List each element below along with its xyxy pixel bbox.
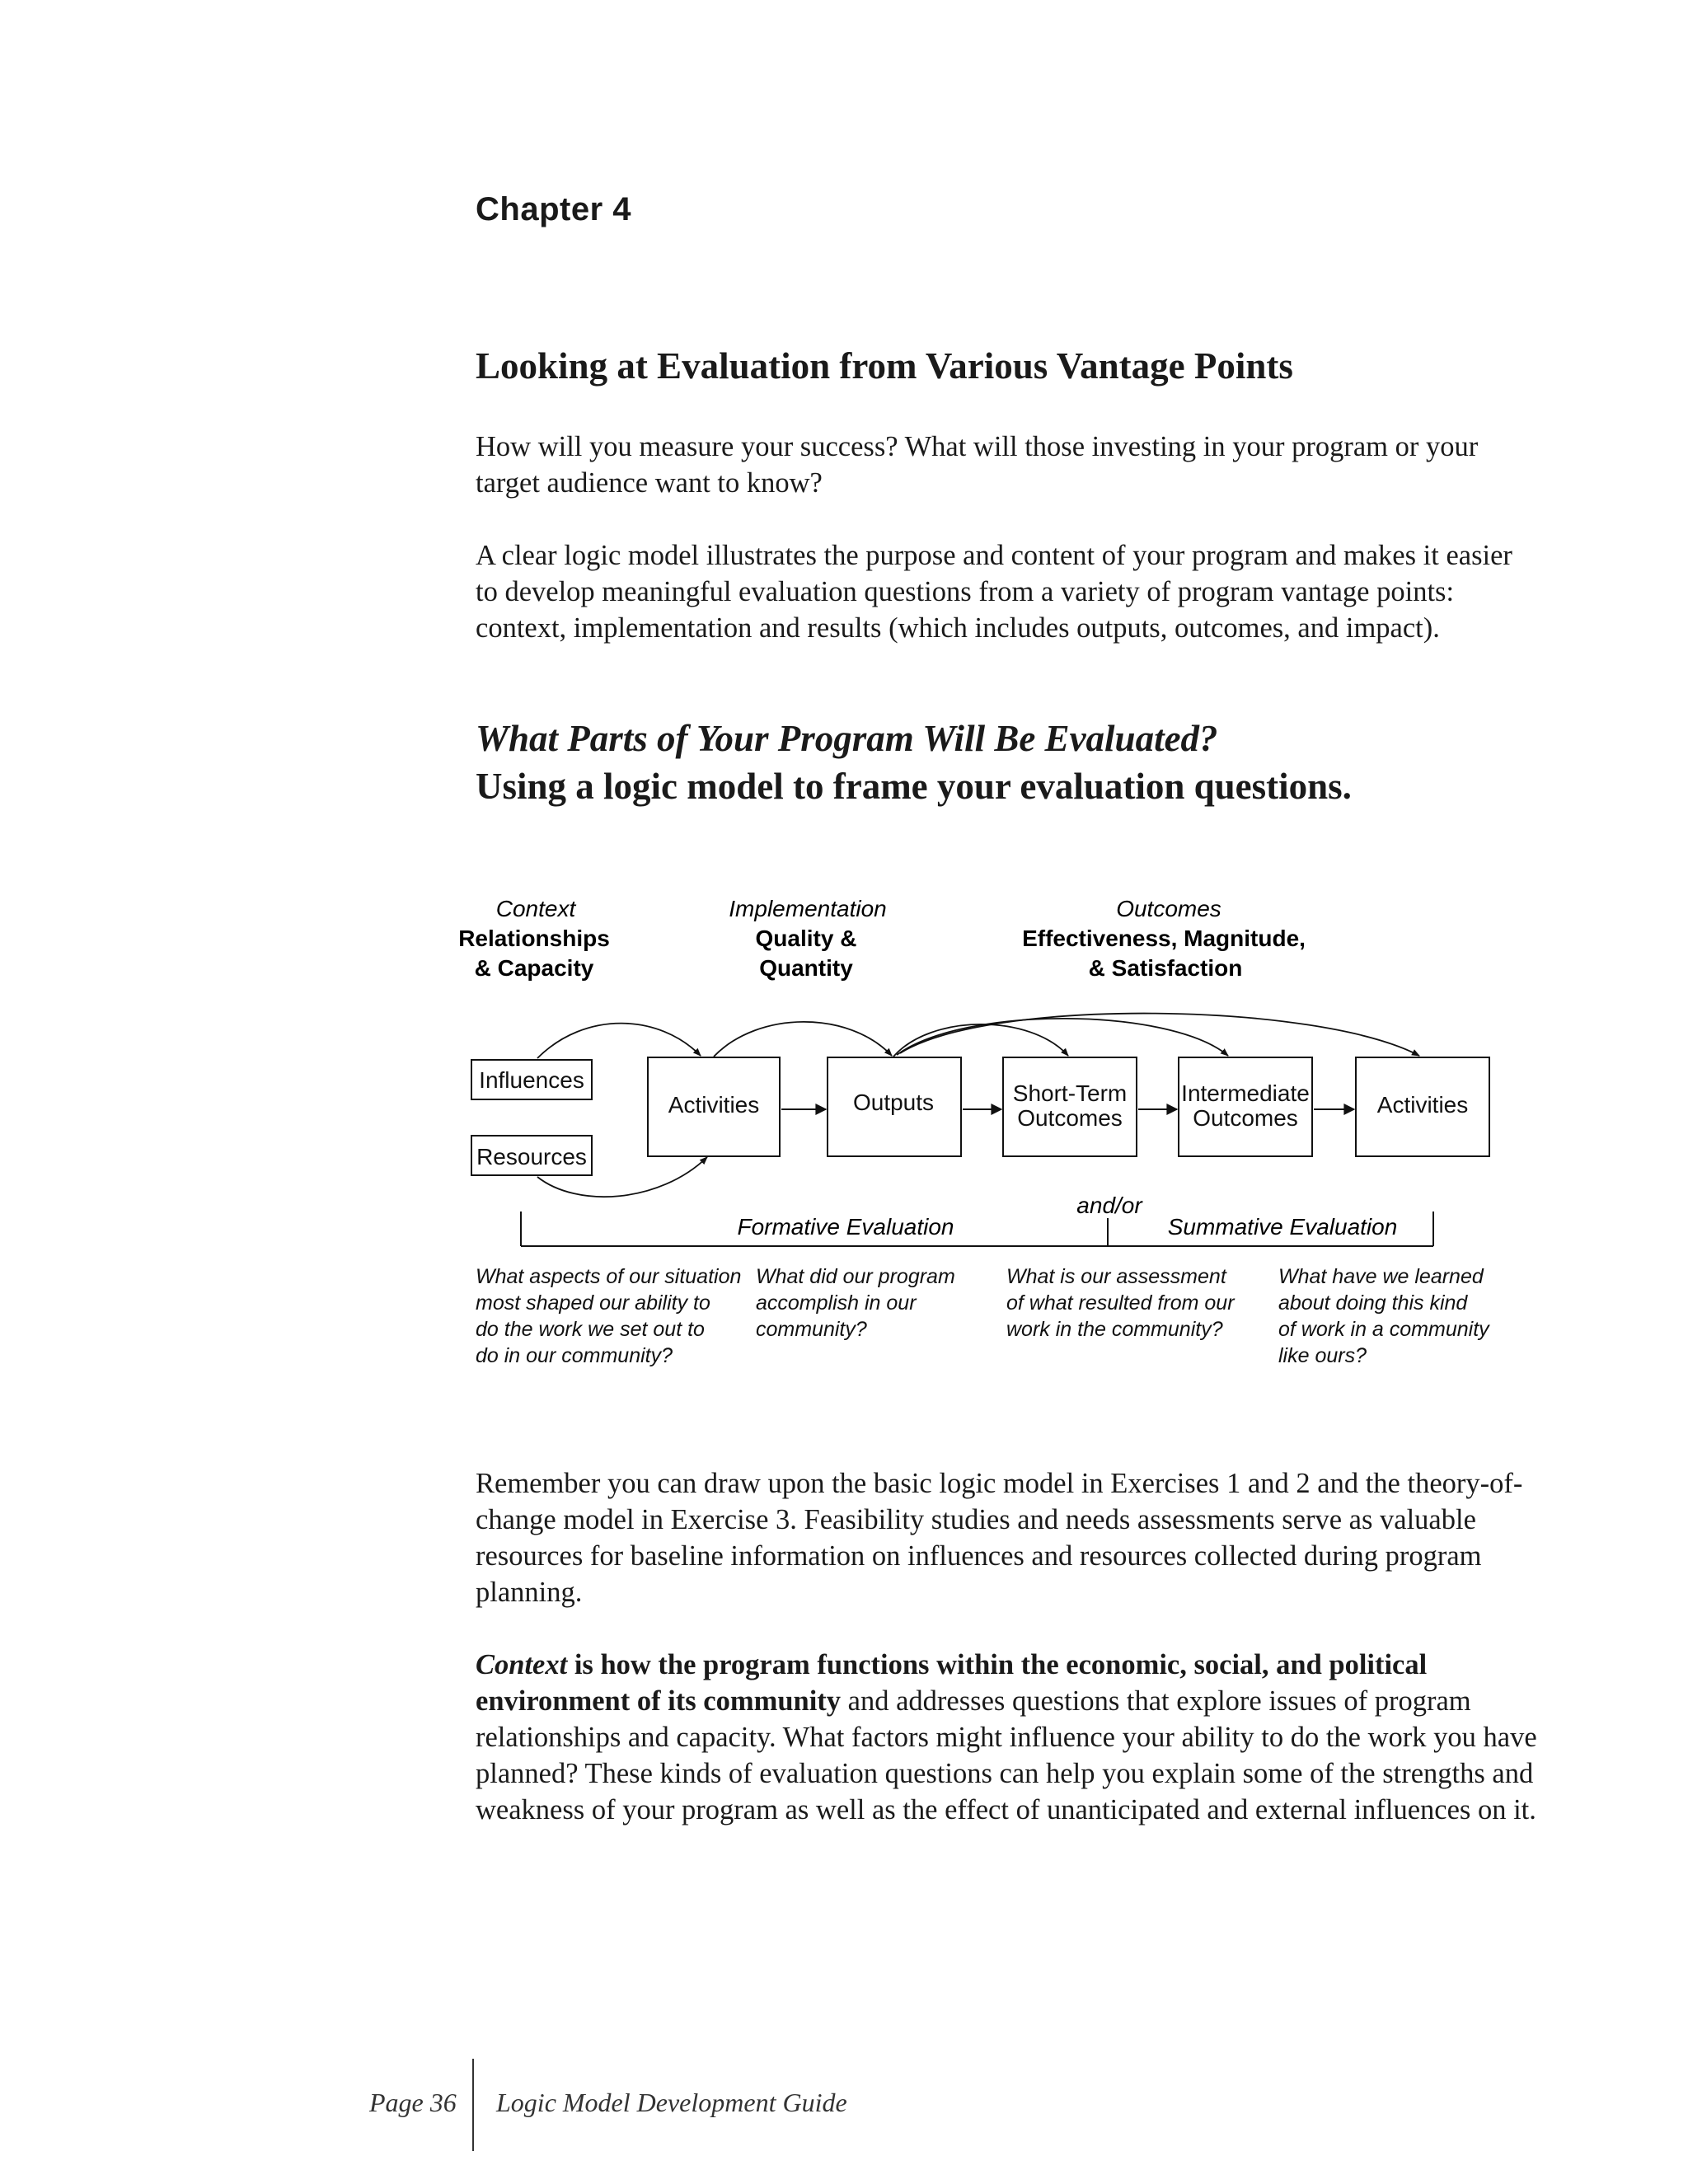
figure-title-italic: What Parts of Your Program Will Be Evaluated? (476, 718, 1218, 759)
figure-title-bold: Using a logic model to frame your evaluation questions. (476, 766, 1352, 807)
curve-activities-outputs (714, 1022, 892, 1057)
and-or-label: and/or (1076, 1193, 1142, 1218)
header-context-line1: Relationships (458, 926, 610, 951)
header-context-italic: Context (495, 896, 576, 921)
svg-text:most shaped our ability to: most shaped our ability to (476, 1291, 710, 1315)
body-paragraph-3: Remember you can draw upon the basic logic model in Exercises 1 and 2 and the theory-of-change model in Exercise 3. Feasibility studies and needs assessments serve as valuable resources for baseline information on influences and resources collected during program planning. (476, 1468, 1523, 1608)
svg-text:about doing this kind: about doing this kind (1278, 1291, 1468, 1315)
label-short-term-line2: Outcomes (1017, 1105, 1123, 1131)
chapter-label: Chapter 4 (476, 191, 631, 227)
label-impact: Activities (1376, 1092, 1469, 1118)
header-outcomes (1022, 896, 1306, 981)
label-short-term-line1: Short-Term (1012, 1080, 1128, 1106)
header-context (458, 896, 610, 981)
label-resources: Resources (476, 1144, 587, 1169)
question-learning (1278, 1265, 1490, 1367)
svg-text:community?: community? (756, 1318, 867, 1341)
svg-text:work in the community?: work in the community? (1006, 1318, 1223, 1341)
curve-influences-activities (537, 1024, 701, 1058)
intro-paragraph-2: A clear logic model illustrates the purpose and content of your program and makes it easier to develop meaningful evaluation questions from a variety of program vantage points: context, implementation and results (which includes outputs, outcomes, and impact). (476, 540, 1512, 644)
svg-text:of work in a community: of work in a community (1278, 1318, 1489, 1341)
footer-page-number: Page 36 (369, 2088, 457, 2117)
header-context-line2: & Capacity (474, 955, 594, 981)
label-influences: Influences (479, 1067, 584, 1093)
question-results (1006, 1265, 1236, 1341)
context-definition: is how the program functions within the economic, social, and political environment of its community (476, 1649, 1428, 1717)
question-context (476, 1265, 741, 1367)
footer-guide-title: Logic Model Development Guide (496, 2088, 847, 2117)
intro-paragraph-1: How will you measure your success? What will those investing in your program or your target audience want to know? (476, 431, 1479, 499)
curve-outputs-short-term (893, 1024, 1068, 1057)
formative-evaluation-label: Formative Evaluation (737, 1214, 954, 1240)
svg-text:What have we learned: What have we learned (1278, 1265, 1484, 1288)
label-intermediate-line1: Intermediate (1181, 1080, 1310, 1106)
question-implementation (756, 1265, 955, 1341)
context-paragraph-rest: and addresses questions that explore issues of program relationships and capacity. What factors might influence your ability to do the work you have planned? These kinds of evaluation questions can help you explain some of the strengths and weakness of your program as well as the effect of unanticipated and external influences on it. (476, 1685, 1537, 1825)
curve-outputs-impact (900, 1014, 1419, 1056)
body-paragraph-4 (476, 1647, 1539, 1828)
header-outcomes-italic: Outcomes (1116, 896, 1221, 921)
header-outcomes-line2: & Satisfaction (1088, 955, 1243, 981)
header-implementation-line2: Quantity (759, 955, 853, 981)
header-implementation (729, 896, 886, 981)
svg-text:do the work we set out to: do the work we set out to (476, 1318, 705, 1341)
header-implementation-italic: Implementation (729, 896, 887, 921)
header-outcomes-line1: Effectiveness, Magnitude, (1022, 926, 1306, 951)
summative-evaluation-label: Summative Evaluation (1167, 1214, 1398, 1240)
label-intermediate-line2: Outcomes (1193, 1105, 1298, 1131)
svg-text:accomplish in our: accomplish in our (756, 1291, 917, 1315)
label-activities: Activities (668, 1092, 760, 1118)
svg-text:like ours?: like ours? (1278, 1344, 1367, 1367)
svg-text:do in our community?: do in our community? (476, 1344, 673, 1367)
svg-text:of what resulted from our: of what resulted from our (1006, 1291, 1235, 1315)
label-outputs: Outputs (852, 1090, 935, 1115)
svg-text:What did our program: What did our program (756, 1265, 955, 1288)
svg-text:What is our assessment: What is our assessment (1006, 1265, 1226, 1288)
footer-divider (472, 2059, 474, 2151)
context-term: Context (476, 1649, 568, 1680)
svg-text:What aspects of our situation: What aspects of our situation (476, 1265, 742, 1288)
section-title: Looking at Evaluation from Various Vantage Points (476, 345, 1293, 387)
header-implementation-line1: Quality & (755, 926, 857, 951)
